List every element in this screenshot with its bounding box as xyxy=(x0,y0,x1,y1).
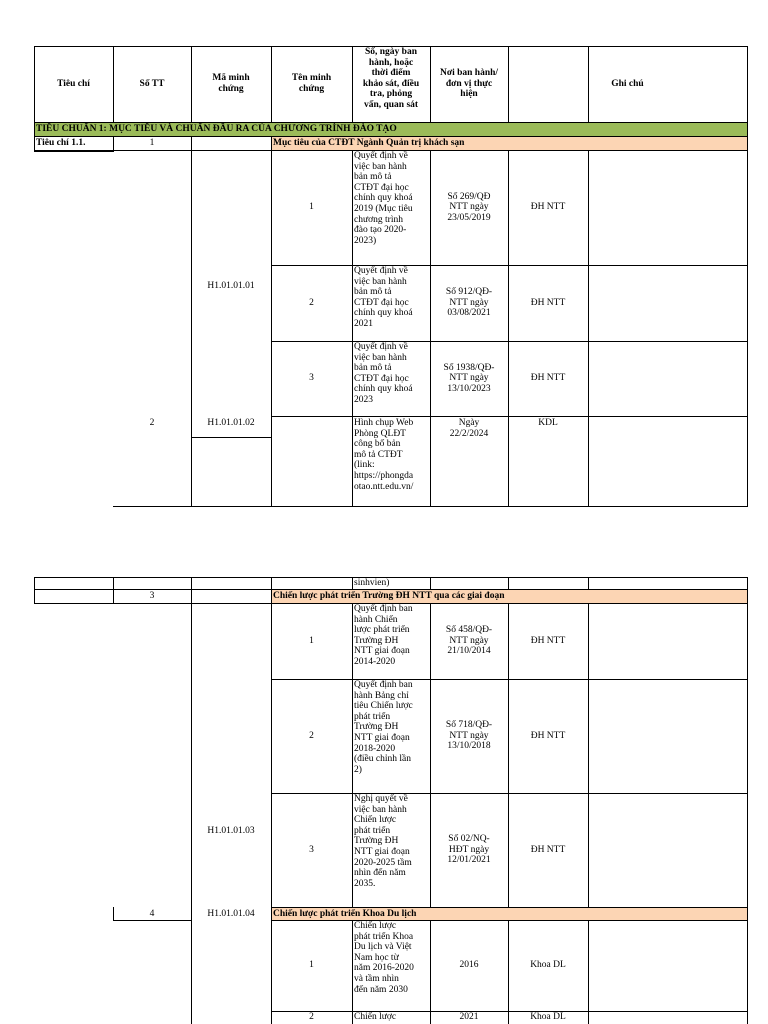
evidence-name: và tầm nhìn xyxy=(354,974,399,984)
table-rule xyxy=(271,589,272,603)
item-number: 3 xyxy=(309,844,314,855)
evidence-name: hành Bảng chỉ xyxy=(354,690,409,701)
table-rule xyxy=(113,920,192,921)
table-rule xyxy=(747,920,748,1011)
table-rule xyxy=(352,416,353,506)
issue-date: 03/08/2021 xyxy=(447,308,491,319)
evidence-name: Trường ĐH xyxy=(354,836,399,847)
issue-date: Số 718/QĐ- xyxy=(445,720,493,731)
issue-date: 13/10/2018 xyxy=(447,741,491,752)
issue-date: 2021 xyxy=(459,1012,479,1022)
table-rule xyxy=(113,506,748,507)
table-rule xyxy=(352,603,353,679)
evidence-name: việc ban hành xyxy=(354,352,407,363)
evidence-name: NTT giai đoạn xyxy=(354,646,410,657)
issuing-unit: ĐH NTT xyxy=(530,202,566,213)
table-rule xyxy=(747,793,748,907)
table-rule xyxy=(191,437,272,438)
issue-date: 21/10/2014 xyxy=(447,646,491,657)
item-number: 1 xyxy=(309,202,314,213)
evidence-name: 2035. xyxy=(354,878,376,889)
evidence-name: việc ban hành xyxy=(354,804,407,815)
table-rule xyxy=(34,603,114,604)
evidence-name: chính quy khoá xyxy=(354,384,413,395)
evidence-name: Quyết định ban xyxy=(354,604,413,614)
issue-date: Số 1938/QĐ- xyxy=(443,362,495,373)
issuing-unit: ĐH NTT xyxy=(530,844,566,855)
issuing-unit: ĐH NTT xyxy=(530,297,566,308)
issue-date: Số 269/QĐ xyxy=(447,191,491,202)
evidence-name: CTĐT đại học xyxy=(354,182,409,193)
item-number: 2 xyxy=(309,730,314,741)
evidence-name: Chiến lược xyxy=(354,1012,397,1022)
header-ten-minh-chung: chứng xyxy=(298,84,325,94)
evidence-name: 2023 xyxy=(354,395,373,405)
issue-date: NTT ngày xyxy=(449,635,489,646)
issue-date: NTT ngày xyxy=(449,730,489,741)
table-rule xyxy=(271,416,748,417)
evidence-name: phát triển Khoa xyxy=(354,931,414,942)
table-rule xyxy=(747,907,748,920)
table-rule xyxy=(747,577,748,589)
evidence-code: H1.01.01.01 xyxy=(207,281,255,291)
evidence-name: Chiến lược xyxy=(354,921,397,931)
evidence-name: 2021 xyxy=(354,319,373,329)
table-rule xyxy=(271,920,748,921)
header-so-ngay: hành, hoặc xyxy=(368,57,414,68)
evidence-name: mô tả CTĐT xyxy=(354,449,403,460)
table-rule xyxy=(588,416,589,506)
table-rule xyxy=(352,265,353,341)
evidence-name: phát triển xyxy=(354,825,391,836)
table-rule xyxy=(747,416,748,506)
header-tieu-chi: Tiêu chí xyxy=(57,78,90,89)
issue-date: NTT ngày xyxy=(449,297,489,308)
issuing-unit: Khoa DL xyxy=(530,960,566,971)
table-rule xyxy=(352,150,353,265)
table-rule xyxy=(352,793,353,907)
table-rule xyxy=(588,793,589,907)
table-rule xyxy=(588,341,589,416)
evidence-name: (link: xyxy=(354,460,375,471)
evidence-name: CTĐT đại học xyxy=(354,297,409,308)
issue-date: 2016 xyxy=(459,960,479,971)
evidence-name: công bố bản xyxy=(354,439,401,450)
evidence-name: CTĐT đại học xyxy=(354,373,409,384)
group-number: 3 xyxy=(149,591,155,601)
evidence-name: bản mô tả xyxy=(354,287,392,298)
header-so-ngay: thời điểm xyxy=(371,68,411,79)
group-title: Mục tiêu của CTĐT Ngành Quản trị khách sạn xyxy=(273,138,465,148)
header-so-ngay: khảo sát, điều xyxy=(362,78,420,89)
evidence-name: tiêu Chiến lược xyxy=(354,701,413,712)
evidence-name: Du lịch và Việt xyxy=(354,942,412,953)
item-number: 2 xyxy=(309,297,314,308)
table-rule xyxy=(271,150,272,506)
header-noi-ban-hanh: đơn vị thực xyxy=(445,78,493,89)
header-ghi-chu: Ghi chú xyxy=(611,78,644,89)
evidence-name: bản mô tả xyxy=(354,172,392,183)
header-so-ngay: vấn, quan sát xyxy=(363,100,419,110)
table-rule xyxy=(191,589,192,1024)
table-rule xyxy=(34,136,35,150)
issue-date: NTT ngày xyxy=(449,373,489,384)
issue-date: Số 912/QĐ- xyxy=(445,287,493,298)
issue-date: Số 02/NQ- xyxy=(448,834,490,845)
table-rule xyxy=(747,150,748,265)
header-ten-minh-chung: Tên minh xyxy=(291,73,332,84)
table-rule xyxy=(352,679,353,793)
table-rule xyxy=(352,920,353,1011)
evidence-name: chương trình xyxy=(354,214,403,225)
evidence-name: việc ban hành xyxy=(354,276,407,287)
evidence-name: (điều chỉnh lần xyxy=(354,754,411,765)
item-number: 1 xyxy=(309,635,314,646)
issuing-unit: KDL xyxy=(538,418,558,428)
issue-date: 22/2/2024 xyxy=(449,428,489,439)
table-rule xyxy=(747,46,748,122)
header-so-tt: Số TT xyxy=(139,78,165,89)
evidence-code: H1.01.01.04 xyxy=(207,909,255,919)
table-rule xyxy=(588,920,589,1011)
table-rule xyxy=(271,577,272,589)
evidence-name: Hình chụp Web xyxy=(354,418,414,428)
table-rule xyxy=(588,603,589,679)
table-rule xyxy=(588,577,589,589)
evidence-name: Nghị quyết về xyxy=(354,794,408,804)
evidence-name: hành Chiến xyxy=(354,614,398,625)
issue-date: 23/05/2019 xyxy=(447,212,491,223)
table-rule xyxy=(747,589,748,603)
table-rule xyxy=(271,136,272,150)
issuing-unit: ĐH NTT xyxy=(530,635,566,646)
item-number: 1 xyxy=(309,960,314,971)
table-rule xyxy=(34,577,35,589)
item-number: 2 xyxy=(309,1012,314,1022)
evidence-name: Quyết định về xyxy=(354,342,408,352)
table-rule xyxy=(34,577,748,578)
table-rule xyxy=(747,603,748,679)
evidence-name: 2020-2025 tầm xyxy=(354,857,412,868)
evidence-code: H1.01.01.03 xyxy=(207,826,255,836)
evidence-name: 2023) xyxy=(354,235,377,246)
evidence-name: Quyết định về xyxy=(354,151,408,161)
issue-date: HĐT ngày xyxy=(448,844,490,855)
issue-date: 13/10/2023 xyxy=(447,383,491,394)
table-rule xyxy=(747,679,748,793)
evidence-name: Chiến lược xyxy=(354,815,397,826)
issuing-unit: ĐH NTT xyxy=(530,373,566,384)
header-ma-minh-chung: Mã minh xyxy=(212,73,250,84)
table-rule xyxy=(508,416,509,506)
evidence-name: năm 2016-2020 xyxy=(354,963,414,974)
table-rule xyxy=(34,589,35,603)
table-rule xyxy=(191,150,192,506)
item-number: 3 xyxy=(309,373,314,384)
group-number: 4 xyxy=(149,909,155,919)
evidence-name: lược phát triển xyxy=(354,625,410,636)
criterion-label: Tiêu chí 1.1. xyxy=(36,138,86,148)
evidence-name: 2) xyxy=(354,764,362,775)
evidence-name: Quyết định về xyxy=(354,266,408,276)
issue-date: Số 458/QĐ- xyxy=(445,625,493,636)
evidence-name: 2014-2020 xyxy=(354,657,396,667)
evidence-name: Trường ĐH xyxy=(354,635,399,646)
table-rule xyxy=(508,577,509,589)
standard-title: TIÊU CHUẨN 1: MỤC TIÊU VÀ CHUẨN ĐẦU RA CỦA CHƯƠNG TRÌNH ĐÀO TẠO xyxy=(36,124,397,134)
table-rule xyxy=(271,679,748,680)
evidence-name: Nam học từ xyxy=(354,952,399,963)
evidence-code: H1.01.01.02 xyxy=(207,418,255,428)
header-ma-minh-chung: chứng xyxy=(218,84,244,94)
evidence-name: chính quy khoá xyxy=(354,308,413,319)
table-rule xyxy=(113,577,114,589)
group-number: 1 xyxy=(149,138,155,148)
issue-date: Ngày xyxy=(458,418,480,428)
evidence-name: NTT giai đoạn xyxy=(354,733,410,743)
header-so-ngay: tra, phỏng xyxy=(369,89,413,100)
table-rule xyxy=(34,122,35,137)
evidence-name: 2018-2020 xyxy=(354,743,396,754)
table-rule xyxy=(191,577,192,589)
evidence-name: đến năm 2030 xyxy=(354,984,408,995)
evidence-name: chính quy khoá xyxy=(354,193,413,204)
table-rule xyxy=(271,341,748,342)
evidence-name: nhìn đến năm xyxy=(354,868,406,879)
table-rule xyxy=(352,577,353,589)
group-title: Chiến lược phát triển Khoa Du lịch xyxy=(273,909,417,919)
evidence-name: https://phongda xyxy=(354,471,414,481)
table-rule xyxy=(352,341,353,416)
header-so-ngay: Số, ngày ban xyxy=(364,47,417,57)
table-rule xyxy=(588,150,589,265)
evidence-name: Trường ĐH xyxy=(354,722,399,733)
table-rule xyxy=(352,1011,353,1024)
evidence-name: đào tạo 2020- xyxy=(354,225,407,236)
evidence-name: Phòng QLĐT xyxy=(354,428,406,439)
evidence-name: sinhvien) xyxy=(354,578,390,588)
evidence-name: Quyết định ban xyxy=(354,680,413,690)
table-rule xyxy=(588,679,589,793)
table-rule xyxy=(430,577,431,589)
table-rule xyxy=(747,341,748,416)
evidence-name: phát triển xyxy=(354,711,391,722)
table-rule xyxy=(588,265,589,341)
evidence-name: 2019 (Mục tiêu xyxy=(354,204,413,214)
issuing-unit: ĐH NTT xyxy=(530,730,566,741)
table-rule xyxy=(747,136,748,150)
evidence-name: việc ban hành xyxy=(354,161,407,172)
evidence-name: bản mô tả xyxy=(354,363,392,374)
issue-date: 12/01/2021 xyxy=(447,855,491,866)
table-rule xyxy=(271,793,748,794)
group-title: Chiến lược phát triển Trường ĐH NTT qua các giai đoạn xyxy=(273,591,505,601)
table-rule xyxy=(191,136,192,150)
table-rule xyxy=(747,122,748,137)
table-rule xyxy=(747,265,748,341)
issuing-unit: Khoa DL xyxy=(530,1012,566,1022)
header-noi-ban-hanh: hiện xyxy=(460,89,478,100)
table-rule xyxy=(588,1011,589,1024)
evidence-name: NTT giai đoạn xyxy=(354,847,410,857)
table-rule xyxy=(747,1011,748,1024)
table-rule xyxy=(271,265,748,266)
evidence-name: otao.ntt.edu.vn/ xyxy=(354,481,414,492)
header-noi-ban-hanh: Nơi ban hành/ xyxy=(439,68,499,79)
table-rule xyxy=(34,151,114,152)
group-number: 2 xyxy=(149,418,155,428)
issue-date: NTT ngày xyxy=(449,202,489,213)
